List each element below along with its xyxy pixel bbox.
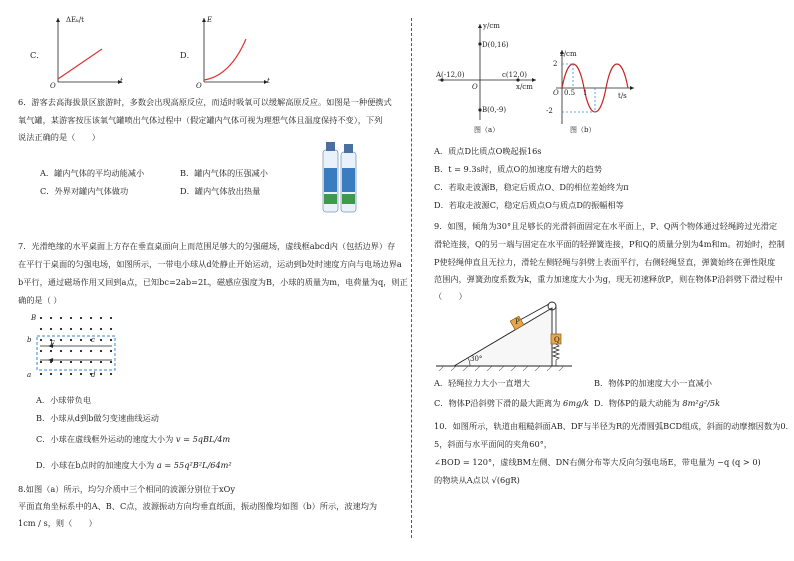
q8-figb-origin: O	[553, 89, 559, 97]
q5-graph-c-taxis: t	[120, 77, 123, 85]
q8-figb-caption: 图（b）	[570, 126, 596, 134]
q9-option-c-formula: 6mg/k	[563, 398, 589, 408]
q8-figure-b	[548, 48, 638, 128]
q9-fig-label-Q: Q	[554, 336, 560, 344]
q9-option-b: B．物体P的加速度大小一直减小	[594, 378, 712, 388]
q9-line3: P使轻绳伸直且无拉力，滑轮左侧轻绳与斜劈上表面平行，右侧轻绳竖直，弹簧始终在弹性限度	[434, 257, 776, 267]
q7-option-c-text: C．小球在虚线框外运动的速度大小为	[36, 434, 174, 444]
q6-option-c: C．外界对罐内气体做功	[40, 186, 129, 196]
q8-option-c: C．若取走波源B，稳定后质点O、D的相位差始终为π	[434, 182, 629, 192]
q8-figb-tick-05: 0.5	[564, 89, 576, 97]
q6-option-d: D．罐内气体放出热量	[180, 186, 261, 196]
oxygen-can-image	[320, 138, 360, 216]
q7-option-d	[36, 460, 232, 471]
q8-figa-ylabel: y/cm	[483, 22, 500, 30]
q5-graph-c-origin: O	[50, 82, 56, 90]
q9-option-d-formula: 8m²g²/5k	[682, 398, 721, 408]
q5-graph-c-ylabel: ΔEₖ/t	[66, 16, 84, 24]
q8-figb-xlabel: t/s	[618, 92, 627, 100]
q7-option-c	[36, 434, 230, 445]
q7-option-c-formula: v = 5qBL/4m	[175, 434, 231, 444]
q8-figa-label-A: A(-12,0)	[436, 71, 465, 79]
q7-option-d-text: D．小球在b点时的加速度大小为	[36, 460, 155, 470]
q6-option-a: A．罐内气体的平均动能减小	[40, 168, 145, 178]
q5-option-c-label: C．	[30, 50, 45, 60]
q9-option-c-text: C．物体P沿斜劈下滑的最大距离为	[434, 398, 561, 408]
q7-field-figure	[28, 312, 120, 382]
q9-option-d-text: D．物体P的最大动能为	[594, 398, 680, 408]
q8-figa-origin: O	[472, 83, 478, 91]
q8-option-a: A．质点D比质点O晚起振16s	[434, 146, 542, 156]
q10-line1: 10．如图所示，轨道由粗糙斜面AB、DF与半径为R的光滑圆弧BCD组成，斜面的动摩擦因数为0.	[434, 421, 789, 431]
q6-line2: 氧气罐，某游客按压该氧气罐喷出气体过程中（假定罐内气体可视为理想气体且温度保持不变），下列	[18, 115, 383, 125]
q8-figb-tick-1: 1	[583, 89, 588, 97]
q5-graph-c	[44, 14, 124, 94]
q8-line2: 平面直角坐标系中的A、B、C点，波源振动方向均垂直纸面，振动图像均如图（b）所示，波速均为	[18, 501, 378, 511]
column-divider	[411, 18, 412, 538]
q9-fig-angle: 30°	[470, 355, 483, 363]
q9-option-a: A．轻绳拉力大小一直增大	[434, 378, 530, 388]
q5-graph-d	[190, 14, 270, 94]
q10-line3: ∠BOD = 120°，虚线BM左侧、DN右侧分布等大反向匀强电场E，带电量为 −q (q > 0)	[434, 457, 761, 467]
q9-line4: 范围内，弹簧劲度系数为k，重力加速度大小为g，现无初速释放P，则在物体P沿斜劈下滑过程中	[434, 274, 783, 284]
q5-graph-d-taxis: t	[267, 77, 270, 85]
q8-option-b: B．t = 9.3s时，质点O的加速度有增大的趋势	[434, 164, 603, 174]
q9-incline-figure	[434, 296, 574, 372]
q7-fig-label-E: E	[50, 340, 56, 348]
q9-option-c	[434, 398, 589, 409]
q5-graph-c-line	[58, 49, 102, 79]
q10-line2: 5，斜面与水平面间的夹角60°，	[434, 439, 552, 449]
q8-option-d: D．若取走波源C，稳定后质点O与质点D的振幅相等	[434, 200, 624, 210]
q8-figa-label-C: c(12,0)	[502, 71, 527, 79]
q7-line4: 确的是（ ）	[18, 295, 62, 305]
q9-option-d	[594, 398, 720, 409]
q9-line5: （ ）	[434, 291, 467, 301]
q6-option-b: B．罐内气体的压强减小	[180, 168, 268, 178]
q8-line1: 8.如图（a）所示，均匀介质中三个相同的波源分别位于xOy	[18, 484, 235, 494]
q9-spring	[553, 344, 559, 366]
q7-option-d-formula: a = 55q²B²L/64m²	[156, 460, 232, 470]
q8-figb-tick-neg2: -2	[546, 107, 553, 115]
q8-figb-ylabel: z/cm	[560, 50, 577, 58]
q7-line2: 在平行于桌面的匀强电场，如图所示，一带电小球从d处静止开始运动，运动到b处时速度方向与电场边界a	[18, 259, 402, 269]
q7-fig-label-B: B	[31, 314, 37, 322]
q8-figa-label-D: D(0,16)	[482, 41, 509, 49]
q7-fig-label-a: a	[27, 371, 32, 379]
q7-line1: 7．光滑绝缘的水平桌面上方存在垂直桌面向上而范围足够大的匀强磁场，虚线框abcd内（包括边界）存	[18, 241, 396, 251]
q10-line4: 的物块从A点以 √(6gR)	[434, 475, 520, 485]
q7-fig-label-c: c	[91, 336, 95, 344]
q6-line1: 6．游客去高海拔景区旅游时，多数会出现高原反应，而适时吸氧可以缓解高原反应。如图是一种便携式	[18, 97, 392, 107]
q5-graph-d-curve	[204, 39, 246, 80]
q5-option-d-label: D．	[180, 50, 195, 60]
q7-line3: b平行，通过磁场作用又回到a点，已知bc=2ab=2L，磁感应强度为B，小球的质量为m，电荷量为q，则正	[18, 277, 408, 287]
q8-line3: 1cm / s，则（ ）	[18, 518, 97, 528]
q9-line2: 滑轮连接，Q的另一端与固定在水平面的轻弹簧连接，P和Q的质量分别为4m和m。初始时，控制	[434, 239, 785, 249]
q7-fig-label-d: d	[91, 371, 96, 379]
q5-graph-d-origin: O	[196, 82, 202, 90]
q8-figa-label-B: B(0,-9)	[482, 106, 507, 114]
q5-graph-d-ylabel: E	[207, 16, 213, 24]
q7-dashed-box	[37, 336, 115, 370]
q8-figb-tick-2: 2	[553, 60, 558, 68]
q7-option-a: A．小球带负电	[36, 395, 92, 405]
q8-figa-caption: 图（a）	[474, 126, 500, 134]
q7-fig-label-b: b	[27, 336, 32, 344]
q9-line1: 9．如图，倾角为30°且足够长的光滑斜面固定在水平面上，P、Q两个物体通过轻绳跨过光滑定	[434, 221, 778, 231]
q8-figa-xlabel: x/cm	[516, 83, 533, 91]
q9-fig-label-P: P	[515, 318, 520, 326]
q6-line3: 说法正确的是（ ）	[18, 132, 100, 142]
q7-option-b: B．小球从d到b做匀变速曲线运动	[36, 413, 159, 423]
